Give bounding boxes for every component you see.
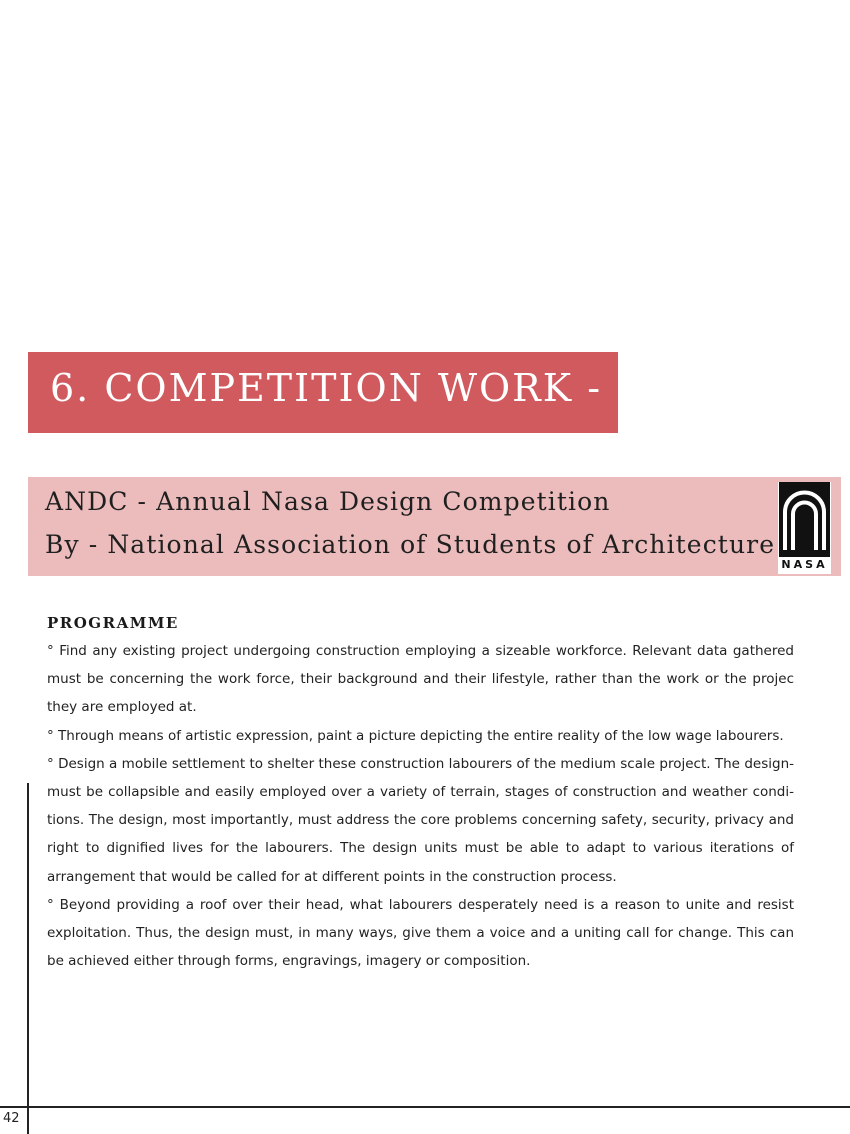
programme-heading: PROGRAMME bbox=[47, 614, 179, 632]
nasa-arch-icon bbox=[779, 482, 830, 557]
programme-section bbox=[47, 614, 794, 975]
footer-rule bbox=[0, 1106, 850, 1108]
competition-name: ANDC - Annual Nasa Design Competition bbox=[45, 487, 611, 516]
nasa-logo bbox=[778, 482, 831, 574]
competition-header-box bbox=[28, 477, 841, 576]
page-number: 42 bbox=[3, 1111, 20, 1126]
programme-item: ° Beyond providing a roof over their head, what labourers desperately need is a reason to unite and resist exploitation. Thus, the design must, in many ways, give them a voice and a uniting call for change. This can be achieved either through forms, engravings, imagery or composition. bbox=[47, 896, 794, 970]
programme-item: ° Find any existing project undergoing construction employing a sizeable workforce. Relevant data gathered must be concerning the work force, their background and their lifestyle, rather than the work or the projec they are employed at. bbox=[47, 643, 794, 716]
margin-rule-vertical bbox=[27, 783, 29, 1134]
programme-item: ° Through means of artistic expression, paint a picture depicting the entire reality of the low wage labourers. bbox=[47, 727, 784, 744]
programme-item: ° Design a mobile settlement to shelter these construction labourers of the medium scale project. The design-must be collapsible and easily employed over a variety of terrain, stages of construction and weather condi-tions. The design, most importantly, must address the core problems concerning safety, security, privacy and right to dignified lives for the labourers. The design units must be able to adapt to various iterations of arrangement that would be called for at different points in the construction process. bbox=[47, 755, 794, 885]
section-title: 6. COMPETITION WORK - 2 bbox=[50, 366, 643, 410]
competition-organizer: By - National Association of Students of Architecture bbox=[45, 530, 776, 559]
section-banner bbox=[28, 352, 643, 433]
logo-text: NASA bbox=[781, 558, 828, 571]
